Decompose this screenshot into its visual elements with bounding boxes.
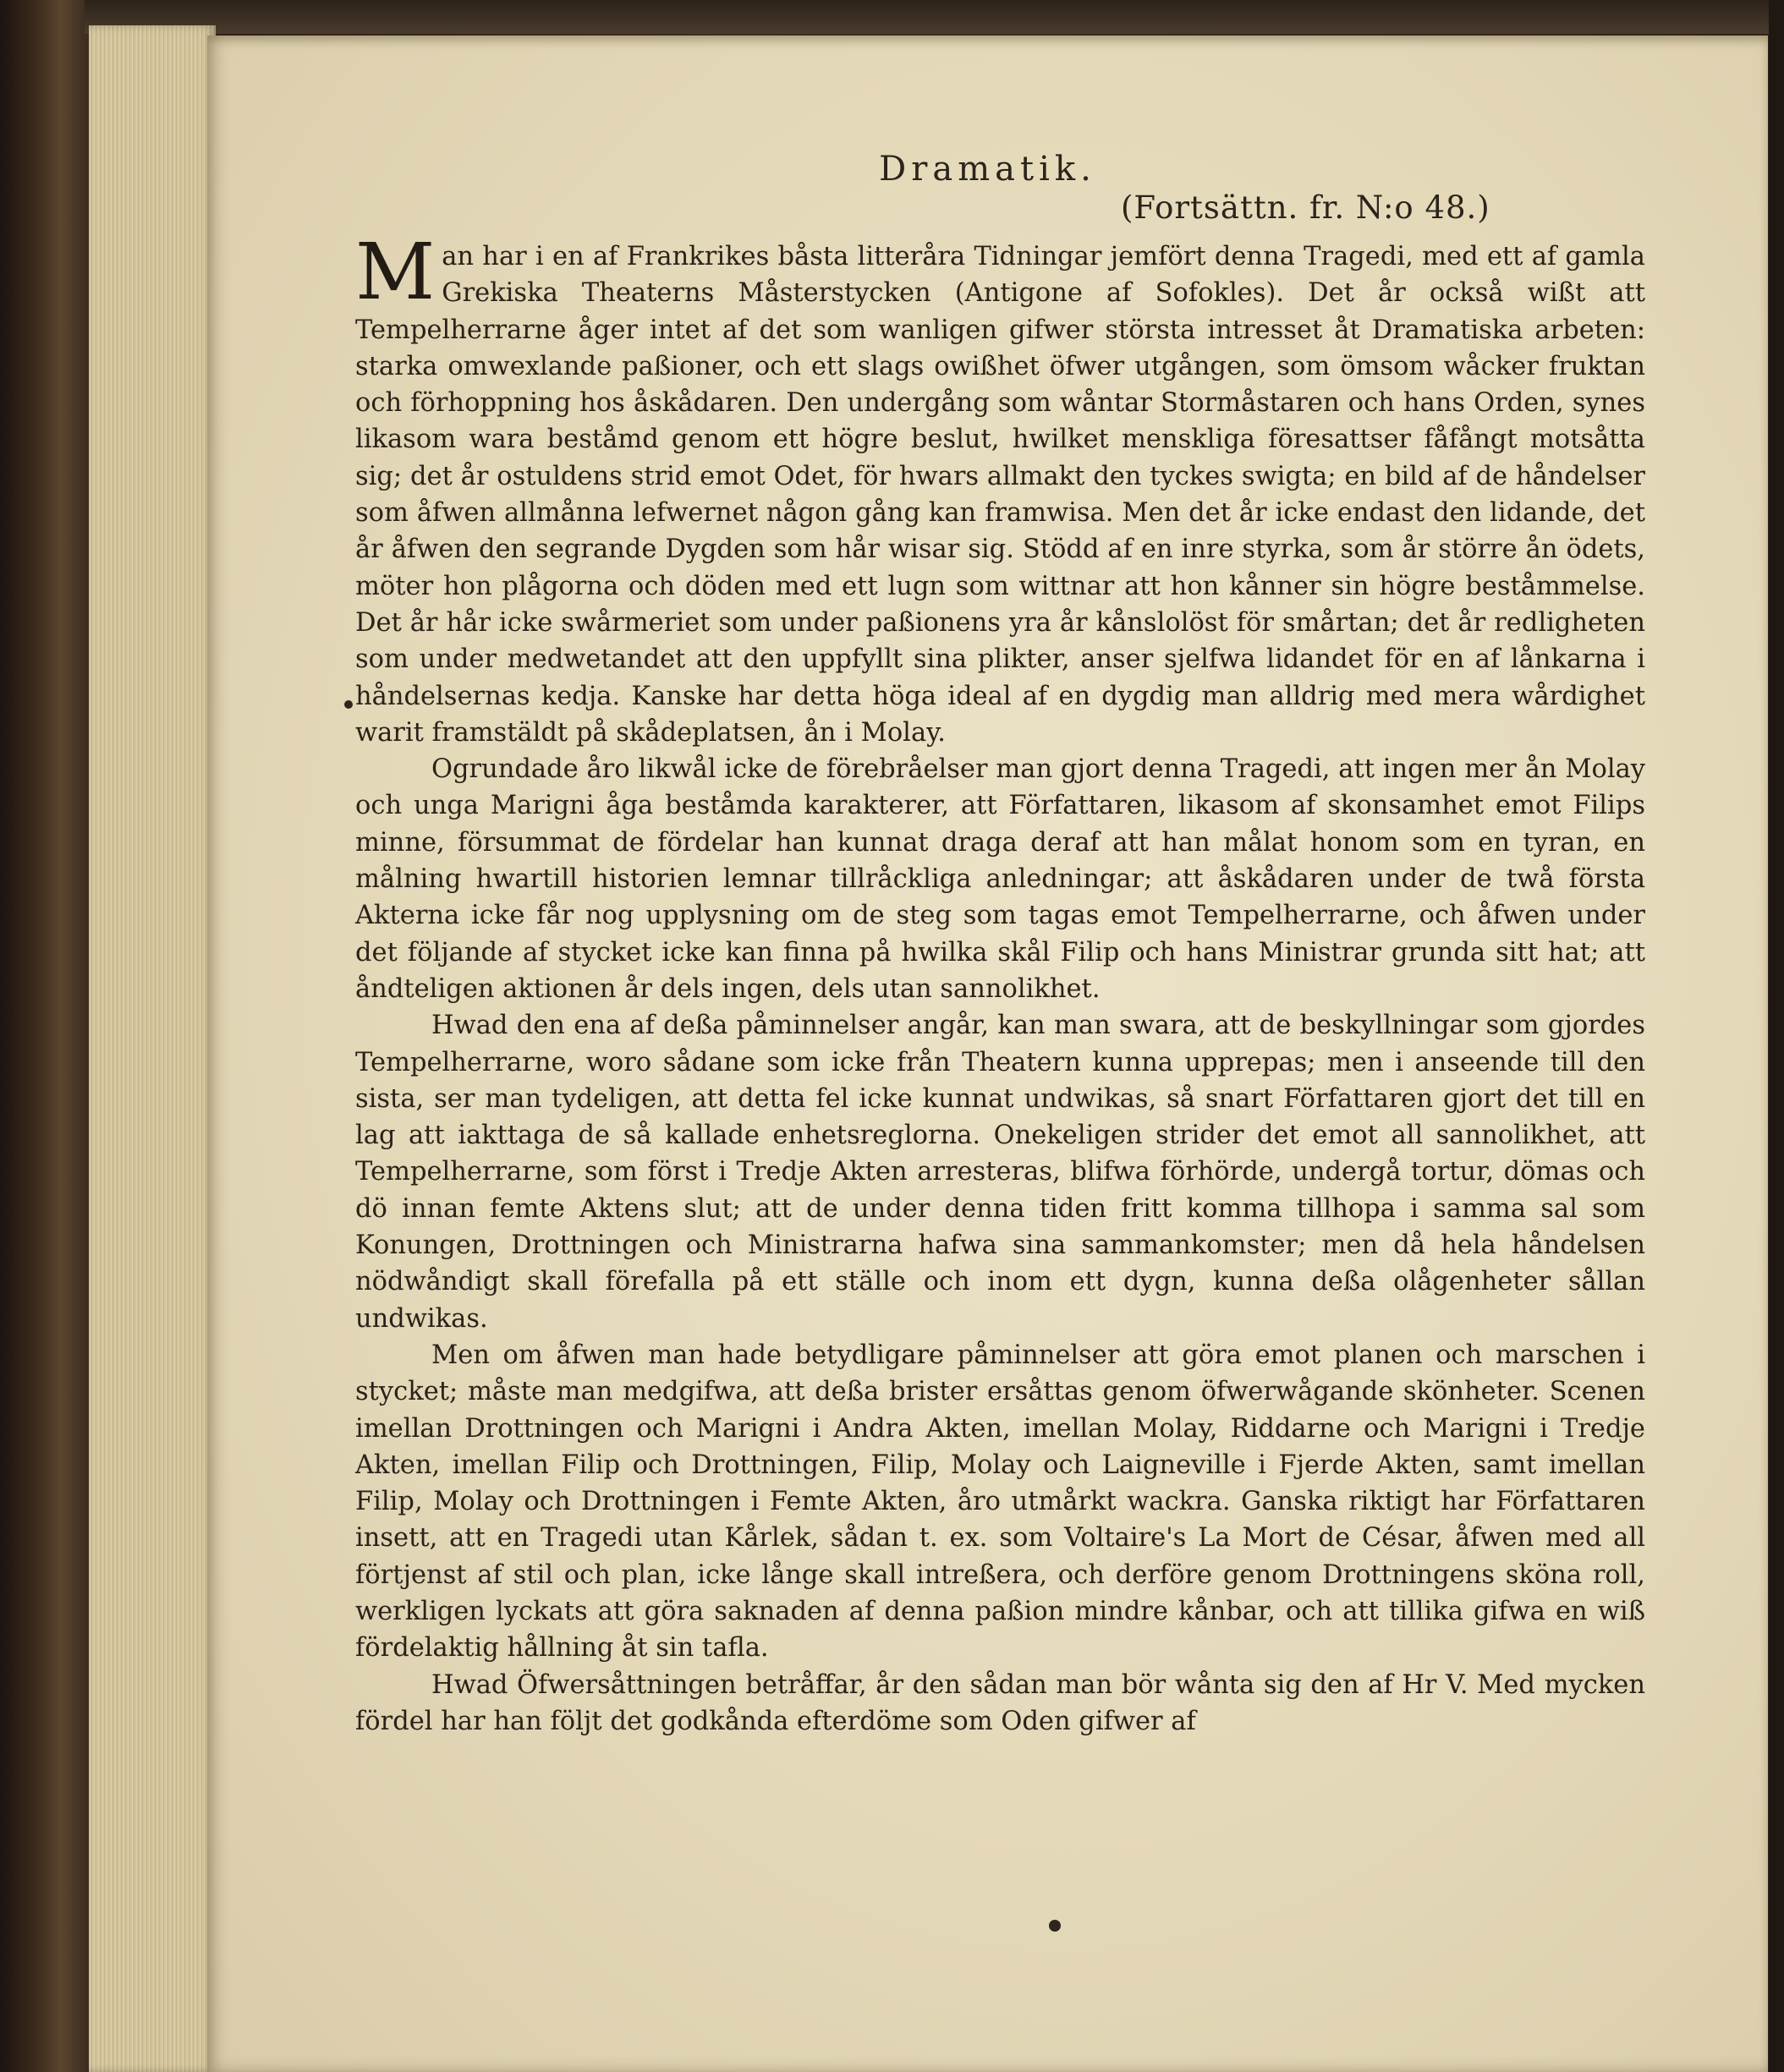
paragraph: Hwad den ena af deßa påminnelser angår, kan man swara, att de beskyllningar som gjordes Tempelherrarne, woro sådane som icke från Theatern kunna upprepas; men i anseende till den sista, ser man tydeligen, att detta fel icke kunnat undwikas, så snart Författaren gjort det till en lag att iakttaga de så kallade enhetsreglorna. Onekeligen strider det emot all sannolikhet, att Tempelherrarne, som först i Tredje Akten arresteras, blifwa förhörde, undergå tortur, dömas och dö innan femte Aktens slut; att de under denna tiden fritt komma tillhopa i samma sal som Konungen, Drottningen och Ministrarna hafwa sina sammankomster; men då hela håndelsen nödwåndigt skall förefalla på ett ställe och inom ett dygn, kunna deßa olågenheter sållan undwikas.: [355, 1011, 1645, 1334]
paragraph: Ogrundade åro likwål icke de förebråelser man gjort denna Tragedi, att ingen mer ån Molay och unga Marigni åga beståmda karakterer, att Författaren, likasom af skonsamhet emot Filips minne, försummat de fördelar han kunnat draga deraf att han målat honom som en tyran, en målning hwartill historien lemnar tillråckliga anledningar; att åskådaren under de twå första Akterna icke får nog upplysning om de steg som tagas emot Tempelherrarne, och åfwen under det följande af stycket icke kan finna på hwilka skål Filip och hans Ministrar grunda sitt hat; att åndteligen aktionen år dels ingen, dels utan sannolikhet.: [355, 754, 1645, 1004]
book-page: [207, 36, 1768, 2072]
ink-spot: [1049, 1920, 1061, 1932]
ink-spot: [344, 700, 353, 709]
book-cover-right: [1769, 0, 1784, 2072]
continuation-note: (Fortsättn. fr. N:o 48.): [1121, 189, 1490, 226]
article-body: [355, 227, 1645, 1740]
paragraph: [355, 227, 1645, 751]
drop-cap: M: [355, 227, 436, 317]
paragraph: Hwad Öfwersåttningen betråffar, år den sådan man bör wånta sig den af Hr V. Med mycken fördel har han följt det godkånda efterdöme som Oden gifwer af: [355, 1669, 1645, 1736]
section-title: Dramatik.: [879, 150, 1096, 189]
paragraph: Men om åfwen man hade betydligare påminnelser att göra emot planen och marschen i stycket; måste man medgifwa, att deßa brister ersåttas genom öfwerwågande skönheter. Scenen imellan Drottningen och Marigni i Andra Akten, imellan Molay, Riddarne och Marigni i Tredje Akten, imellan Filip och Drottningen, Filip, Molay och Laigneville i Fjerde Akten, samt imellan Filip, Molay och Drottningen i Femte Akten, åro utmårkt wackra. Ganska riktigt har Författaren insett, att en Tragedi utan Kårlek, sådan t. ex. som Voltaire's La Mort de César, åfwen med all förtjenst af stil och plan, icke långe skall intreßera, och derföre genom Drottningens sköna roll, werkligen lyckats att göra saknaden af denna paßion mindre kånbar, och att tillika gifwa en wiß fördelaktig hållning åt sin tafla.: [355, 1340, 1645, 1664]
page-edges: [89, 25, 216, 2072]
paragraph-text: an har i en af Frankrikes båsta litteråra Tidningar jemfört denna Tragedi, med ett af gamla Grekiska Theaterns Måsterstycken (Antigone af Sofokles). Det år också wißt att Tempelherrarne åger intet af det som wanligen gifwer största intresset åt Dramatiska arbeten: starka omwexlande paßioner, och ett slags owißhet öfwer utgången, som ömsom wåcker fruktan och förhoppning hos åskådaren. Den undergång som wåntar Stormåstaren och hans Orden, synes likasom wara beståmd genom ett högre beslut, hwilket menskliga föresattser fåfångt motsåtta sig; det år ostuldens strid emot Odet, för hwars allmakt den tyckes swigta; en bild af de håndelser som åfwen allmånna lefwernet någon gång kan framwisa. Men det år icke endast den lidande, det år åfwen den segrande Dygden som hår wisar sig. Stödd af en inre styrka, som år större ån ödets, möter hon plågorna och döden med ett lugn som wittnar att hon kånner sin högre beståmmelse. Det år hår icke swårmeriet som under paßionens yra år kånslolöst för smårtan; det år redligheten som under medwetandet att den uppfyllt sina plikter, anser sjelfwa lidandet för en af lånkarna i håndelsernas kedja. Kanske har detta höga ideal af en dygdig man alldrig med mera wårdighet warit framstäldt på skådeplatsen, ån i Molay.: [355, 242, 1645, 748]
book-cover-left: [0, 0, 102, 2072]
book-cover-top: [85, 0, 1784, 34]
